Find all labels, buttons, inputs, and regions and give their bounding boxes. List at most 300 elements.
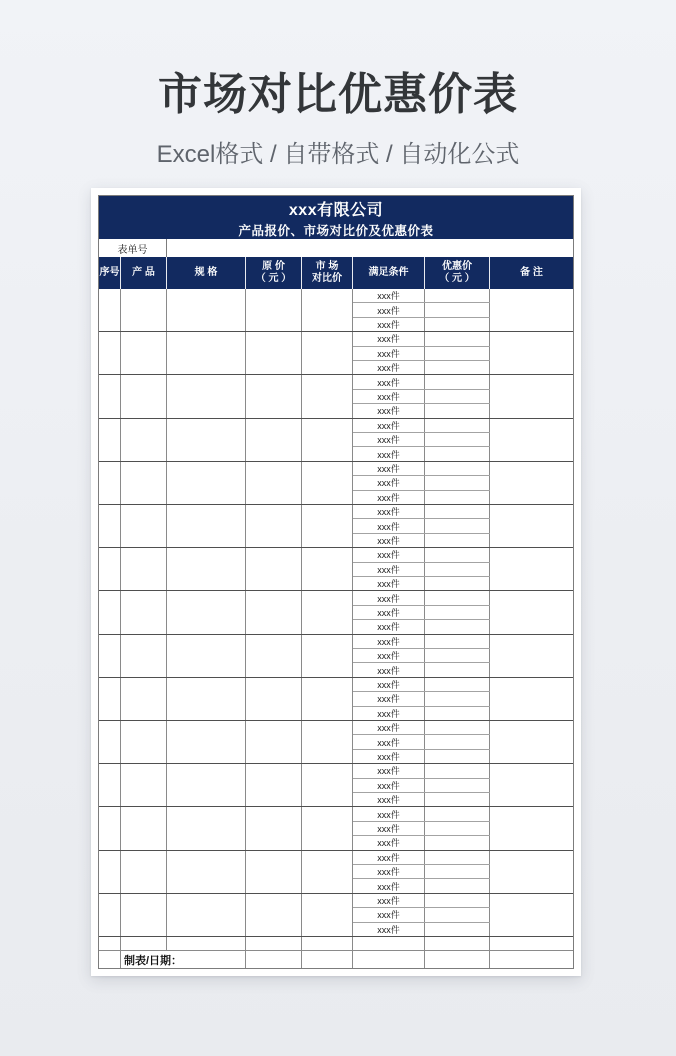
cell-product[interactable] [121, 419, 167, 461]
cell-discount-price[interactable] [425, 635, 490, 648]
condition-subrow [353, 519, 490, 533]
cell-remark[interactable] [490, 375, 573, 417]
table-row [99, 505, 573, 548]
cell-product[interactable] [121, 851, 167, 893]
maker-date-label: 制表/日期： [121, 951, 246, 968]
cell-remark[interactable] [490, 462, 573, 504]
cell-discount-price[interactable] [425, 491, 490, 504]
condition-subrow [353, 591, 490, 605]
cell-condition[interactable]: xxx件 [353, 822, 425, 835]
sheet-banner [99, 196, 573, 239]
cell-condition[interactable]: xxx件 [353, 519, 425, 532]
condition-subrow [353, 735, 490, 749]
header-remark-label: 备 注 [520, 266, 543, 278]
condition-subrow [353, 332, 490, 346]
cell-discount-price[interactable] [425, 534, 490, 547]
cell-remark[interactable] [490, 289, 573, 331]
cell-condition[interactable]: xxx件 [353, 563, 425, 576]
footer-cell-condition[interactable] [353, 951, 425, 968]
table-row [99, 419, 573, 462]
condition-subgrid [353, 289, 490, 331]
cell-discount-price[interactable] [425, 519, 490, 532]
condition-subgrid [353, 851, 490, 893]
cell-discount-price[interactable] [425, 361, 490, 374]
cell-product[interactable] [121, 678, 167, 720]
cell-discount-price[interactable] [425, 663, 490, 676]
cell-product[interactable] [121, 721, 167, 763]
footer-cell-market-price[interactable] [302, 951, 353, 968]
cell-seq[interactable] [99, 678, 121, 720]
cell-discount-price[interactable] [425, 822, 490, 835]
condition-subrow [353, 361, 490, 374]
table-row [99, 591, 573, 634]
condition-subgrid [353, 505, 490, 547]
cell-spec[interactable] [167, 375, 246, 417]
cell-market-price[interactable] [302, 635, 353, 677]
condition-subrow [353, 793, 490, 806]
cell-original-price[interactable] [246, 851, 302, 893]
cell-condition[interactable]: xxx件 [353, 750, 425, 763]
header-condition [353, 257, 425, 289]
header-spec-label: 规 格 [194, 266, 218, 278]
cell-discount-price[interactable] [425, 750, 490, 763]
page-title: 市场对比优惠价表 [158, 70, 518, 119]
table-row [99, 678, 573, 721]
cell-market-price[interactable] [302, 721, 353, 763]
table-row [99, 851, 573, 894]
cell-seq[interactable] [99, 505, 121, 547]
cell-condition[interactable]: xxx件 [353, 692, 425, 705]
cell-condition[interactable]: xxx件 [353, 447, 425, 460]
cell-remark[interactable] [490, 678, 573, 720]
cell-condition[interactable]: xxx件 [353, 923, 425, 936]
condition-subgrid [353, 375, 490, 417]
cell-discount-price[interactable] [425, 433, 490, 446]
cell-condition[interactable]: xxx件 [353, 851, 425, 864]
cell-discount-price[interactable] [425, 735, 490, 748]
spare-cell-condition[interactable] [353, 937, 425, 950]
condition-subrow [353, 721, 490, 735]
cell-discount-price[interactable] [425, 289, 490, 302]
cell-product[interactable] [121, 764, 167, 806]
cell-spec[interactable] [167, 894, 246, 936]
condition-subrow [353, 836, 490, 849]
cell-remark[interactable] [490, 851, 573, 893]
cell-seq[interactable] [99, 289, 121, 331]
condition-subrow [353, 347, 490, 361]
cell-spec[interactable] [167, 721, 246, 763]
table-row [99, 764, 573, 807]
condition-subrow [353, 289, 490, 303]
cell-market-price[interactable] [302, 505, 353, 547]
table-body [99, 289, 573, 937]
cell-condition[interactable]: xxx件 [353, 721, 425, 734]
cell-discount-price[interactable] [425, 577, 490, 590]
cell-spec[interactable] [167, 505, 246, 547]
cell-condition[interactable]: xxx件 [353, 606, 425, 619]
cell-condition[interactable]: xxx件 [353, 635, 425, 648]
header-original-price [246, 257, 302, 289]
cell-market-price[interactable] [302, 764, 353, 806]
cell-condition[interactable]: xxx件 [353, 375, 425, 388]
cell-discount-price[interactable] [425, 318, 490, 331]
cell-seq[interactable] [99, 548, 121, 590]
cell-market-price[interactable] [302, 851, 353, 893]
cell-discount-price[interactable] [425, 303, 490, 316]
footer-cell-original-price[interactable] [246, 951, 302, 968]
cell-discount-price[interactable] [425, 851, 490, 864]
condition-subrow [353, 563, 490, 577]
cell-condition[interactable]: xxx件 [353, 678, 425, 691]
cell-original-price[interactable] [246, 462, 302, 504]
cell-spec[interactable] [167, 548, 246, 590]
cell-condition[interactable]: xxx件 [353, 894, 425, 907]
condition-subgrid [353, 721, 490, 763]
cell-discount-price[interactable] [425, 563, 490, 576]
condition-subrow [353, 894, 490, 908]
condition-subrow [353, 750, 490, 763]
condition-subrow [353, 433, 490, 447]
condition-subrow [353, 577, 490, 590]
cell-discount-price[interactable] [425, 606, 490, 619]
cell-condition[interactable]: xxx件 [353, 476, 425, 489]
cell-discount-price[interactable] [425, 879, 490, 892]
cell-seq[interactable] [99, 851, 121, 893]
cell-condition[interactable]: xxx件 [353, 865, 425, 878]
cell-condition[interactable]: xxx件 [353, 318, 425, 331]
cell-original-price[interactable] [246, 721, 302, 763]
cell-product[interactable] [121, 505, 167, 547]
cell-spec[interactable] [167, 635, 246, 677]
cell-spec[interactable] [167, 462, 246, 504]
condition-subrow [353, 375, 490, 389]
condition-subrow [353, 908, 490, 922]
cell-spec[interactable] [167, 591, 246, 633]
header-market-price-line1: 市 场 [315, 260, 339, 272]
condition-subrow [353, 649, 490, 663]
condition-subrow [353, 822, 490, 836]
cell-condition[interactable]: xxx件 [353, 807, 425, 820]
spare-cell-seq[interactable] [99, 937, 121, 950]
condition-subrow [353, 505, 490, 519]
page-subtitle: Excel格式 / 自带格式 / 自动化公式 [156, 141, 520, 168]
cell-discount-price[interactable] [425, 908, 490, 921]
cell-seq[interactable] [99, 894, 121, 936]
condition-subgrid [353, 894, 490, 936]
condition-subgrid [353, 462, 490, 504]
footer-cell-seq[interactable] [99, 951, 121, 968]
cell-discount-price[interactable] [425, 404, 490, 417]
cell-product[interactable] [121, 635, 167, 677]
cell-condition[interactable]: xxx件 [353, 419, 425, 432]
cell-remark[interactable] [490, 635, 573, 677]
cell-product[interactable] [121, 548, 167, 590]
spare-cell-product[interactable] [121, 937, 167, 950]
cell-seq[interactable] [99, 807, 121, 849]
cell-market-price[interactable] [302, 591, 353, 633]
cell-remark[interactable] [490, 548, 573, 590]
header-market-price [302, 257, 353, 289]
spare-cell-discount-price[interactable] [425, 937, 490, 950]
cell-seq[interactable] [99, 591, 121, 633]
table-row [99, 462, 573, 505]
condition-subgrid [353, 591, 490, 633]
cell-original-price[interactable] [246, 635, 302, 677]
cell-spec[interactable] [167, 764, 246, 806]
form-no-label: 表单号 [99, 239, 167, 257]
cell-original-price[interactable] [246, 764, 302, 806]
cell-market-price[interactable] [302, 894, 353, 936]
cell-product[interactable] [121, 375, 167, 417]
header-market-price-line2: 对比价 [312, 273, 342, 284]
spare-row [99, 937, 573, 951]
spare-cell-market-price[interactable] [302, 937, 353, 950]
table-row [99, 375, 573, 418]
cell-discount-price[interactable] [425, 923, 490, 936]
condition-subrow [353, 419, 490, 433]
footer-cell-remark[interactable] [490, 951, 573, 968]
cell-discount-price[interactable] [425, 721, 490, 734]
condition-subrow [353, 491, 490, 504]
form-no-row [99, 239, 573, 257]
spare-cell-original-price[interactable] [246, 937, 302, 950]
cell-market-price[interactable] [302, 375, 353, 417]
condition-subrow [353, 764, 490, 778]
table-row [99, 721, 573, 764]
condition-subrow [353, 865, 490, 879]
cell-condition[interactable]: xxx件 [353, 591, 425, 604]
cell-condition[interactable]: xxx件 [353, 779, 425, 792]
cell-original-price[interactable] [246, 289, 302, 331]
header-spec [167, 257, 246, 289]
header-product-label: 产 品 [132, 266, 155, 278]
cell-condition[interactable]: xxx件 [353, 663, 425, 676]
condition-subgrid [353, 548, 490, 590]
cell-discount-price[interactable] [425, 476, 490, 489]
table-row [99, 289, 573, 332]
cell-spec[interactable] [167, 807, 246, 849]
cell-remark[interactable] [490, 332, 573, 374]
cell-condition[interactable]: xxx件 [353, 289, 425, 302]
cell-remark[interactable] [490, 721, 573, 763]
table-row [99, 807, 573, 850]
header-discount-price-line1: 优惠价 [442, 260, 472, 272]
cell-discount-price[interactable] [425, 707, 490, 720]
header-product [121, 257, 167, 289]
spare-cell-remark[interactable] [490, 937, 573, 950]
cell-condition[interactable]: xxx件 [353, 649, 425, 662]
cell-remark[interactable] [490, 894, 573, 936]
header-seq [99, 257, 121, 289]
cell-spec[interactable] [167, 332, 246, 374]
condition-subgrid [353, 419, 490, 461]
cell-discount-price[interactable] [425, 390, 490, 403]
condition-subgrid [353, 807, 490, 849]
cell-discount-price[interactable] [425, 505, 490, 518]
condition-subrow [353, 390, 490, 404]
cell-discount-price[interactable] [425, 447, 490, 460]
cell-discount-price[interactable] [425, 649, 490, 662]
cell-discount-price[interactable] [425, 779, 490, 792]
condition-subrow [353, 779, 490, 793]
cell-condition[interactable]: xxx件 [353, 462, 425, 475]
cell-condition[interactable]: xxx件 [353, 577, 425, 590]
condition-subrow [353, 635, 490, 649]
cell-condition[interactable]: xxx件 [353, 390, 425, 403]
cell-condition[interactable]: xxx件 [353, 764, 425, 777]
cell-spec[interactable] [167, 678, 246, 720]
cell-spec[interactable] [167, 851, 246, 893]
cell-spec[interactable] [167, 419, 246, 461]
spreadsheet-page [91, 188, 581, 976]
table-row [99, 332, 573, 375]
header-seq-label: 序号 [99, 266, 120, 278]
condition-subrow [353, 707, 490, 720]
cell-market-price[interactable] [302, 462, 353, 504]
cell-remark[interactable] [490, 591, 573, 633]
cell-condition[interactable]: xxx件 [353, 836, 425, 849]
cell-discount-price[interactable] [425, 678, 490, 691]
cell-original-price[interactable] [246, 807, 302, 849]
cell-original-price[interactable] [246, 375, 302, 417]
spare-cell-spec[interactable] [167, 937, 246, 950]
cell-discount-price[interactable] [425, 375, 490, 388]
cell-condition[interactable]: xxx件 [353, 534, 425, 547]
condition-subrow [353, 404, 490, 417]
cell-product[interactable] [121, 332, 167, 374]
cell-product[interactable] [121, 591, 167, 633]
cell-remark[interactable] [490, 419, 573, 461]
cell-seq[interactable] [99, 332, 121, 374]
condition-subrow [353, 318, 490, 331]
condition-subrow [353, 851, 490, 865]
header-original-price-line2: （ 元 ） [255, 273, 292, 284]
form-no-value-cell[interactable] [167, 239, 573, 257]
table-row [99, 894, 573, 937]
condition-subrow [353, 303, 490, 317]
cell-discount-price[interactable] [425, 620, 490, 633]
cell-market-price[interactable] [302, 548, 353, 590]
condition-subrow [353, 606, 490, 620]
cell-discount-price[interactable] [425, 462, 490, 475]
cell-condition[interactable]: xxx件 [353, 505, 425, 518]
condition-subrow [353, 462, 490, 476]
condition-subgrid [353, 635, 490, 677]
cell-product[interactable] [121, 894, 167, 936]
cell-discount-price[interactable] [425, 865, 490, 878]
condition-subrow [353, 447, 490, 460]
cell-discount-price[interactable] [425, 332, 490, 345]
cell-discount-price[interactable] [425, 764, 490, 777]
company-title: xxx有限公司 [288, 201, 384, 219]
cell-original-price[interactable] [246, 591, 302, 633]
header-discount-price-line2: （ 元 ） [439, 273, 475, 284]
cell-market-price[interactable] [302, 332, 353, 374]
cell-condition[interactable]: xxx件 [353, 908, 425, 921]
cell-condition[interactable]: xxx件 [353, 347, 425, 360]
cell-market-price[interactable] [302, 419, 353, 461]
condition-subrow [353, 620, 490, 633]
cell-condition[interactable]: xxx件 [353, 433, 425, 446]
cell-market-price[interactable] [302, 678, 353, 720]
sheet-subtitle: 产品报价、市场对比价及优惠价表 [238, 223, 434, 238]
cell-original-price[interactable] [246, 894, 302, 936]
cell-original-price[interactable] [246, 332, 302, 374]
cell-remark[interactable] [490, 505, 573, 547]
condition-subrow [353, 548, 490, 562]
table-row [99, 635, 573, 678]
footer-row [99, 951, 573, 968]
cell-condition[interactable]: xxx件 [353, 361, 425, 374]
header-condition-label: 满足条件 [368, 266, 409, 278]
cell-discount-price[interactable] [425, 591, 490, 604]
cell-discount-price[interactable] [425, 793, 490, 806]
cell-discount-price[interactable] [425, 807, 490, 820]
cell-condition[interactable]: xxx件 [353, 735, 425, 748]
cell-remark[interactable] [490, 807, 573, 849]
cell-product[interactable] [121, 289, 167, 331]
condition-subrow [353, 807, 490, 821]
cell-condition[interactable]: xxx件 [353, 491, 425, 504]
cell-seq[interactable] [99, 635, 121, 677]
condition-subrow [353, 663, 490, 676]
condition-subgrid [353, 332, 490, 374]
cell-discount-price[interactable] [425, 347, 490, 360]
cell-spec[interactable] [167, 289, 246, 331]
cell-condition[interactable]: xxx件 [353, 620, 425, 633]
condition-subrow [353, 923, 490, 936]
cell-discount-price[interactable] [425, 419, 490, 432]
cell-original-price[interactable] [246, 678, 302, 720]
condition-subrow [353, 879, 490, 892]
condition-subgrid [353, 764, 490, 806]
cell-seq[interactable] [99, 419, 121, 461]
cell-condition[interactable]: xxx件 [353, 548, 425, 561]
cell-market-price[interactable] [302, 807, 353, 849]
cell-seq[interactable] [99, 375, 121, 417]
cell-discount-price[interactable] [425, 692, 490, 705]
cell-product[interactable] [121, 462, 167, 504]
cell-original-price[interactable] [246, 419, 302, 461]
cell-condition[interactable]: xxx件 [353, 303, 425, 316]
cell-original-price[interactable] [246, 505, 302, 547]
cell-condition[interactable]: xxx件 [353, 707, 425, 720]
cell-condition[interactable]: xxx件 [353, 404, 425, 417]
cell-condition[interactable]: xxx件 [353, 793, 425, 806]
condition-subrow [353, 476, 490, 490]
cell-seq[interactable] [99, 462, 121, 504]
table-header-row [99, 257, 573, 289]
cell-market-price[interactable] [302, 289, 353, 331]
footer-cell-discount-price[interactable] [425, 951, 490, 968]
cell-discount-price[interactable] [425, 836, 490, 849]
header-discount-price [425, 257, 490, 289]
cell-condition[interactable]: xxx件 [353, 879, 425, 892]
cell-remark[interactable] [490, 764, 573, 806]
cell-seq[interactable] [99, 721, 121, 763]
condition-subrow [353, 692, 490, 706]
table-row [99, 548, 573, 591]
cell-original-price[interactable] [246, 548, 302, 590]
cell-condition[interactable]: xxx件 [353, 332, 425, 345]
header-original-price-line1: 原 价 [262, 260, 285, 272]
cell-product[interactable] [121, 807, 167, 849]
cell-discount-price[interactable] [425, 548, 490, 561]
cell-seq[interactable] [99, 764, 121, 806]
cell-discount-price[interactable] [425, 894, 490, 907]
header-remark [490, 257, 573, 289]
price-table [98, 195, 574, 969]
